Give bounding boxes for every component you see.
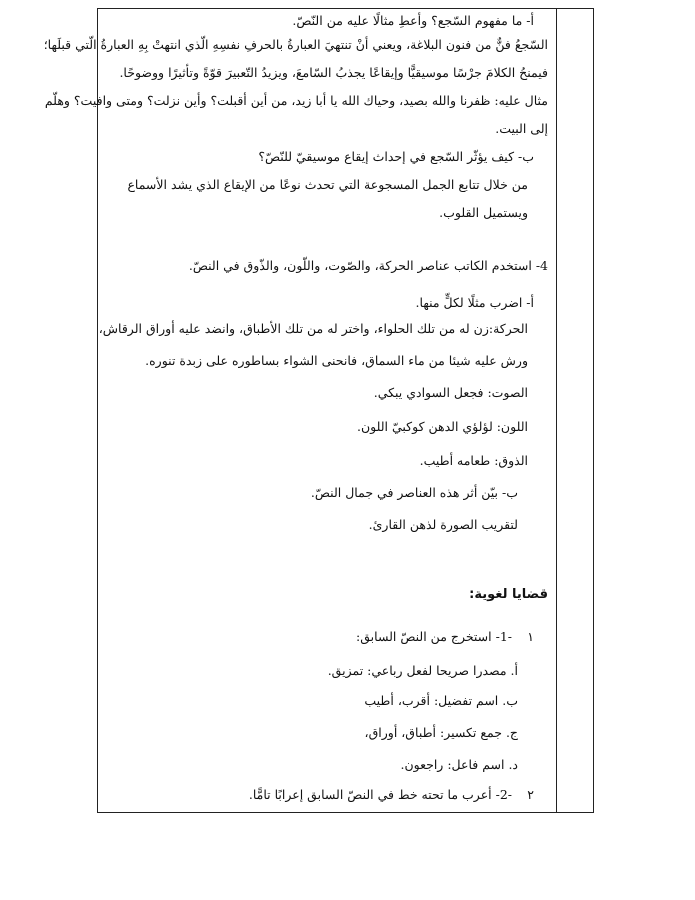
answer-b-line-2: ويستميل القلوب. [439,205,528,220]
side-column [557,9,593,812]
question-4: 4- استخدم الكاتب عناصر الحركة، والصّوت، واللّون، والذّوق في النصّ. [188,258,548,273]
answer-b-elements: لتقريب الصورة لذهن القارئ. [368,517,518,532]
section-heading-language-issues: قضايا لغوية: [469,587,548,602]
rhyme-definition-line-1: السّجعُ فنٌّ من فنون البلاغة، ويعني أنْ تنتهيَ العبارةُ بالحرفِ نفسِهِ الّذي انتهتْ بِهِ العبارةُ الّتي قبلَها؛ [43,37,548,52]
answer-c-broken-plural: ج. جمع تكسير: أطباق، أوراق، [364,725,518,740]
language-item-2 [104,786,534,804]
color-example: اللون: لؤلؤي الدهن كوكبيّ اللون. [356,419,528,434]
answer-a-infinitive: أ. مصدرا صريحا لفعل رباعي: تمزيق. [327,663,518,678]
question-b-rhyme: ب- كيف يؤثّر السّجع في إحداث إيقاع موسيقيّ للنّصّ؟ [258,149,534,164]
sound-example: الصوت: فجعل السوادي يبكي. [373,385,528,400]
answer-b-line-1: من خلال تتابع الجمل المسجوعة التي تحدث نوعًا من الإيقاع الذي يشد الأسماع [127,177,528,192]
motion-example-line-2: ورش عليه شيئا من ماء السماق، فانحنى الشواء بساطوره على زبدة تنوره. [145,353,528,368]
rhyme-definition-line-2: فيمنحُ الكلامَ جرْسًا موسيقيًّا وإيقاعًا يجذبُ السّامعَ، ويزيدُ التّعبيرَ قوّةً وتأثيرًا ووضوحًا. [119,65,548,80]
rhyme-example-line-1: مثال عليه: ظفرنا والله بصيد، وحياك الله يا أبا زيد، من أين أقبلت؟ وأين نزلت؟ ومتى وافيت؟ وهلّم [44,93,548,108]
item-number-1: ١ [527,629,534,644]
item-1-text: -1- استخرج من النصّ السابق: [356,629,513,644]
rhyme-example-line-2: إلى البيت. [495,121,548,136]
language-item-1 [104,628,534,646]
taste-example: الذوق: طعامه أطيب. [419,453,528,468]
question-a-examples: أ- اضرب مثلًا لكلٍّ منها. [415,295,534,310]
question-b-elements: ب- بيّن أثر هذه العناصر في جمال النصّ. [310,485,518,500]
question-a-rhyme: أ- ما مفهوم السّجع؟ وأعطِ مثالًا عليه من النّصّ. [292,13,534,28]
answer-d-active-participle: د. اسم فاعل: راجعون. [400,757,518,772]
item-number-2: ٢ [527,787,534,802]
item-2-text: -2- أعرب ما تحته خط في النصّ السابق إعرابًا تامًّا. [248,787,513,802]
motion-example-line-1: الحركة:زن له من تلك الحلواء، واختر له من تلك الأطباق، وانضد عليه أوراق الرقاش، [98,321,528,336]
answer-b-superlative: ب. اسم تفضيل: أقرب، أطيب [364,693,518,708]
